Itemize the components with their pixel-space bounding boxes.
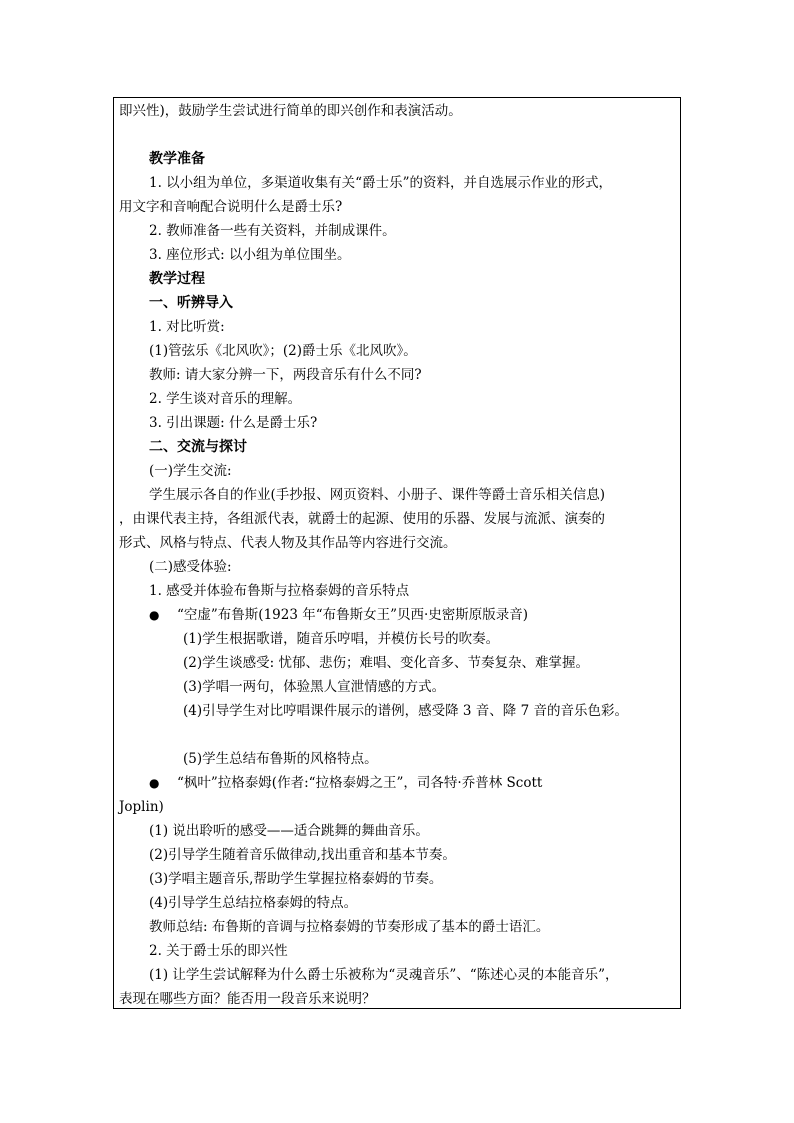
text-line: 学生展示各自的作业(手抄报、网页资料、小册子、课件等爵士音乐相关信息) — [149, 487, 606, 503]
heading-teaching-prep: 教学准备 — [149, 151, 205, 167]
text-line: (3)学唱主题音乐,帮助学生掌握拉格泰姆的节奏。 — [149, 871, 443, 887]
text-line: (2)引导学生随着音乐做律动,找出重音和基本节奏。 — [149, 847, 456, 863]
text-line: (5)学生总结布鲁斯的风格特点。 — [183, 751, 378, 767]
text-line: 1. 对比听赏: — [149, 319, 225, 335]
text-line: 用文字和音响配合说明什么是爵士乐? — [119, 199, 343, 215]
text-line: Joplin) — [119, 799, 164, 815]
text-line: 1. 感受并体验布鲁斯与拉格泰姆的音乐特点 — [149, 583, 410, 599]
text-line: (1)学生根据歌谱，随音乐哼唱，并模仿长号的吹奏。 — [183, 631, 500, 647]
heading-section-2: 二、交流与探讨 — [149, 439, 247, 455]
text-line: ，由课代表主持，各组派代表，就爵士的起源、使用的乐器、发展与流派、演奏的 — [119, 511, 605, 527]
text-line: 2. 教师准备一些有关资料，并制成课件。 — [149, 223, 396, 239]
text-line: 3. 引出课题: 什么是爵士乐? — [149, 415, 318, 431]
text-line: 3. 座位形式: 以小组为单位围坐。 — [149, 247, 351, 263]
text-line: (2)学生谈感受: 忧郁、悲伤；难唱、变化音多、节奏复杂、难掌握。 — [183, 655, 589, 671]
text-line: 教师总结: 布鲁斯的音调与拉格泰姆的节奏形成了基本的爵士语汇。 — [149, 919, 550, 935]
text-line: “枫叶”拉格泰姆(作者:“拉格泰姆之王”，司各特·乔普林 Scott — [177, 775, 543, 791]
text-line: 形式、风格与特点、代表人物及其作品等内容进行交流。 — [119, 535, 457, 551]
text-line: (1)管弦乐《北风吹》；(2)爵士乐《北风吹》。 — [149, 343, 417, 359]
text-line: (1) 说出聆听的感受——适合跳舞的舞曲音乐。 — [149, 823, 429, 839]
text-line: (4)引导学生对比哼唱课件展示的谱例，感受降 3 音、降 7 音的音乐色彩。 — [183, 703, 628, 719]
heading-section-1: 一、听辨导入 — [149, 295, 233, 311]
text-line: (一)学生交流: — [149, 463, 232, 479]
text-line: 即兴性)，鼓励学生尝试进行简单的即兴创作和表演活动。 — [119, 103, 462, 119]
heading-teaching-process: 教学过程 — [149, 271, 205, 287]
text-line: (二)感受体验: — [149, 559, 232, 575]
text-line: “空虚”布鲁斯(1923 年“布鲁斯女王”贝西·史密斯原版录音) — [177, 607, 529, 623]
text-line: 表现在哪些方面？能否用一段音乐来说明？ — [119, 991, 376, 1007]
text-line: (3)学唱一两句，体验黑人宣泄情感的方式。 — [183, 679, 446, 695]
text-line: (1) 让学生尝试解释为什么爵士乐被称为“灵魂音乐”、“陈述心灵的本能音乐”， — [149, 967, 619, 983]
text-line: 教师: 请大家分辨一下，两段音乐有什么不同? — [149, 367, 422, 383]
text-line: 2. 关于爵士乐的即兴性 — [149, 943, 288, 959]
text-line: (4)引导学生总结拉格泰姆的特点。 — [149, 895, 358, 911]
bullet-icon: ● — [149, 608, 160, 622]
bullet-icon: ● — [149, 776, 160, 790]
text-line: 2. 学生谈对音乐的理解。 — [149, 391, 302, 407]
text-line: 1. 以小组为单位，多渠道收集有关“爵士乐”的资料，并自选展示作业的形式， — [149, 175, 612, 191]
